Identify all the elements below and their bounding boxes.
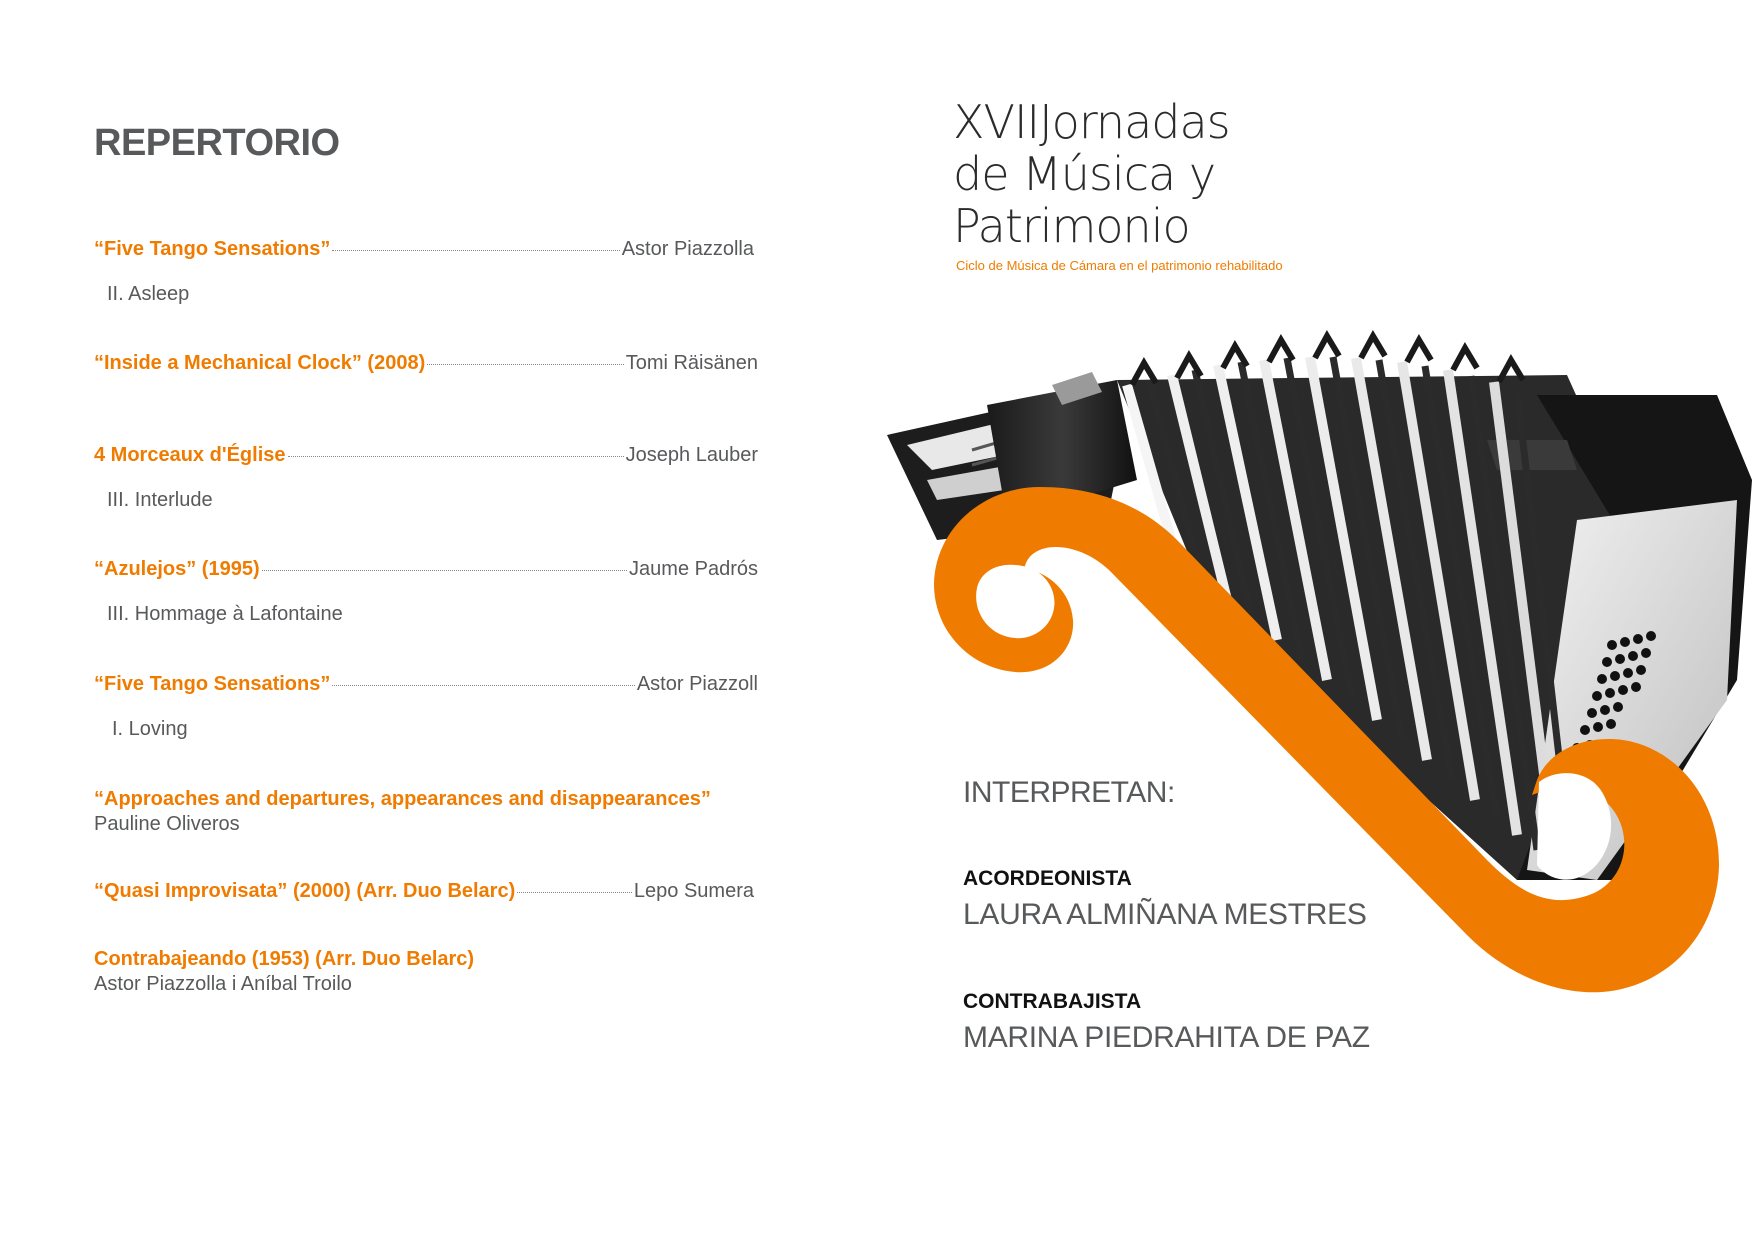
piece-item	[94, 558, 758, 626]
piece-movement: I. Loving	[112, 718, 188, 740]
piece-composer: Jaume Padrós	[629, 558, 758, 580]
right-page	[877, 0, 1754, 1241]
performer-name: MARINA PIEDRAHITA DE PAZ	[963, 1021, 1370, 1054]
piece-movement: II. Asleep	[107, 283, 190, 305]
piece-item	[94, 352, 758, 376]
piece-composer: Astor Piazzolla i Aníbal Troilo	[94, 973, 352, 995]
piece-item	[94, 238, 758, 306]
piece-title: “Five Tango Sensations”	[94, 238, 331, 260]
festival-subtitle: Ciclo de Música de Cámara en el patrimonio rehabilitado	[956, 258, 1283, 273]
performer-role: CONTRABAJISTA	[963, 990, 1142, 1013]
piece-item	[94, 948, 758, 996]
piece-title: “Azulejos” (1995)	[94, 558, 260, 580]
dot-leader	[427, 364, 623, 365]
piece-composer: Lepo Sumera	[633, 880, 754, 902]
dot-leader	[332, 685, 635, 686]
piece-composer: Joseph Lauber	[625, 444, 758, 466]
piece-title: “Quasi Improvisata” (2000) (Arr. Duo Belarc)	[94, 880, 516, 902]
festival-title-line: de Música y	[953, 147, 1216, 201]
piece-title: “Five Tango Sensations”	[94, 673, 331, 695]
piece-composer: Pauline Oliveros	[94, 813, 240, 835]
dot-leader	[262, 570, 627, 571]
piece-composer: Astor Piazzoll	[636, 673, 758, 695]
dot-leader	[332, 250, 619, 251]
piece-item	[94, 444, 758, 512]
piece-composer: Astor Piazzolla	[621, 238, 754, 260]
festival-title-line: XVIIJornadas	[953, 95, 1230, 149]
performer-name: LAURA ALMIÑANA MESTRES	[963, 898, 1367, 931]
piece-movement: III. Hommage à Lafontaine	[107, 603, 343, 625]
piece-composer: Tomi Räisänen	[625, 352, 758, 374]
piece-item	[94, 673, 758, 741]
piece-item	[94, 880, 758, 904]
repertoire-heading: REPERTORIO	[94, 122, 340, 164]
piece-movement: III. Interlude	[107, 489, 213, 511]
performer-role: ACORDEONISTA	[963, 867, 1132, 890]
piece-title: “Inside a Mechanical Clock” (2008)	[94, 352, 426, 374]
piece-title: “Approaches and departures, appearances and disappearances”	[94, 788, 711, 810]
piece-item	[94, 788, 758, 836]
piece-title: Contrabajeando (1953) (Arr. Duo Belarc)	[94, 948, 475, 970]
piece-title: 4 Morceaux d'Église	[94, 444, 286, 466]
performers-heading: INTERPRETAN:	[963, 776, 1175, 809]
dot-leader	[288, 456, 624, 457]
festival-title-line: Patrimonio	[953, 199, 1190, 253]
dot-leader	[517, 892, 632, 893]
